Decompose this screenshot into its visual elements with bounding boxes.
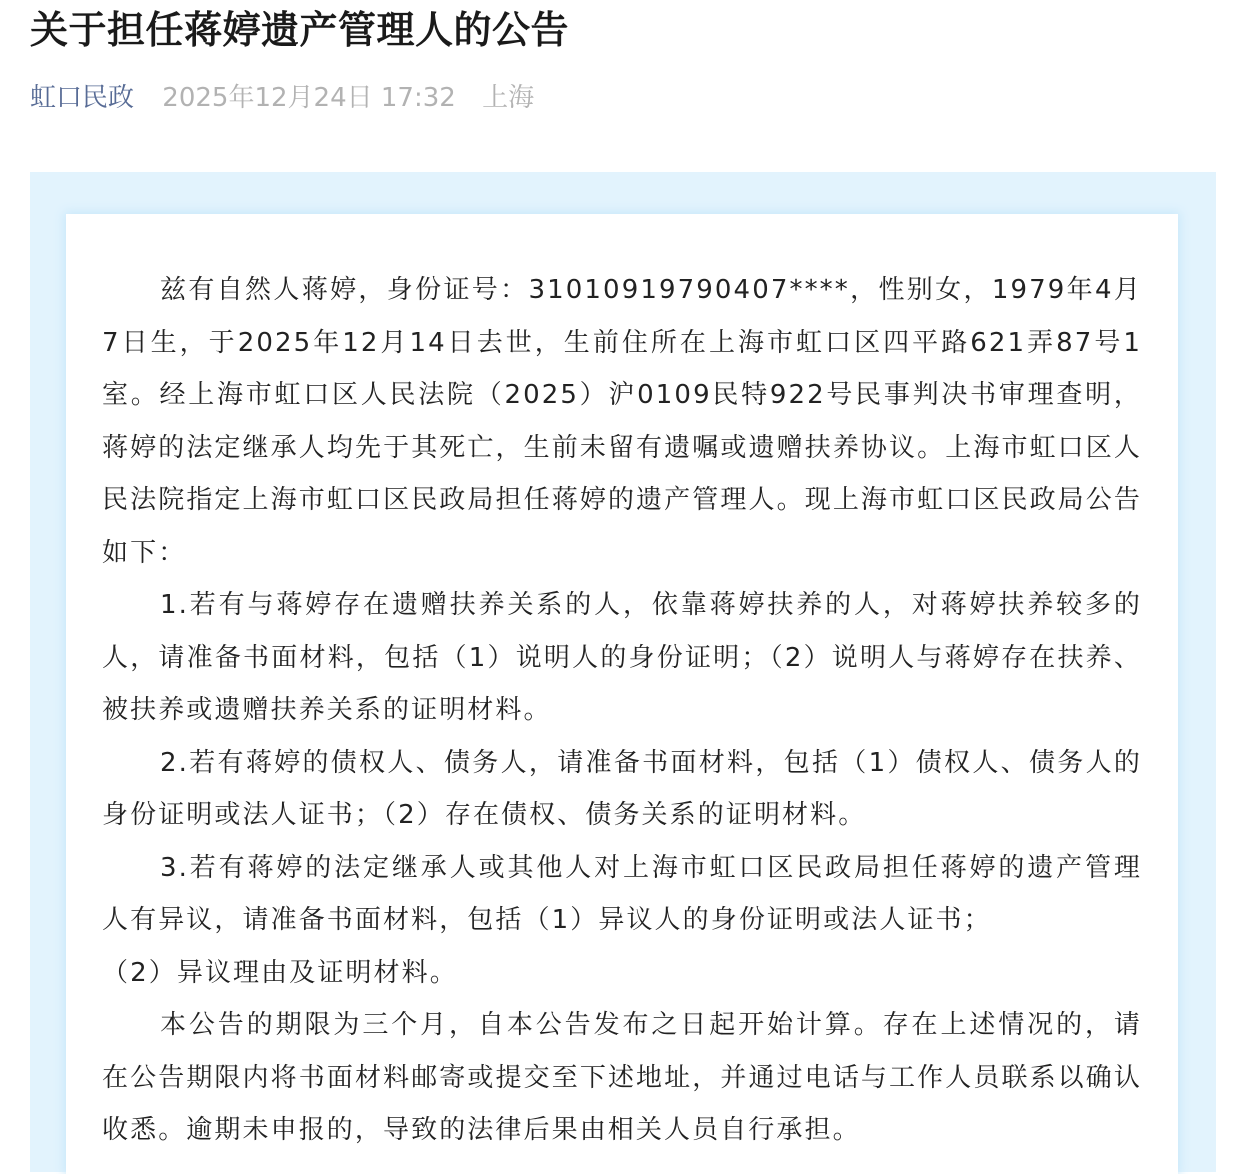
notice-item-3-continued: （2）异议理由及证明材料。 bbox=[102, 957, 458, 988]
notice-paragraph-deadline: 本公告的期限为三个月，自本公告发布之日起开始计算。存在上述情况的，请在公告期限内将书面材料邮寄或提交至下述地址，并通过电话与工作人员联系以确认收悉。逾期未申报的，导致的法律后果由相关人员自行承担。 bbox=[102, 1010, 1142, 1145]
article-meta bbox=[30, 80, 534, 116]
notice-item-2: 2.若有蒋婷的债权人、债务人，请准备书面材料，包括（1）债权人、债务人的身份证明或法人证书；（2）存在债权、债务关系的证明材料。 bbox=[102, 747, 1142, 830]
article-title: 关于担任蒋婷遗产管理人的公告 bbox=[30, 8, 570, 52]
notice-card bbox=[66, 214, 1178, 1174]
notice-item-3: 3.若有蒋婷的法定继承人或其他人对上海市虹口区民政局担任蒋婷的遗产管理人有异议，请准备书面材料，包括（1）异议人的身份证明或法人证书； bbox=[102, 852, 1142, 935]
notice-frame bbox=[30, 172, 1216, 1172]
notice-body bbox=[102, 264, 1142, 1157]
notice-item-1: 1.若有与蒋婷存在遗赠扶养关系的人，依靠蒋婷扶养的人，对蒋婷扶养较多的人，请准备书面材料，包括（1）说明人的身份证明；（2）说明人与蒋婷存在扶养、被扶养或遗赠扶养关系的证明材料。 bbox=[102, 590, 1142, 725]
publish-date: 2025年12月24日 17:32 bbox=[162, 83, 456, 113]
author-link[interactable]: 虹口民政 bbox=[30, 83, 135, 113]
notice-paragraph-intro: 兹有自然人蒋婷，身份证号：31010919790407****，性别女，1979年4月7日生，于2025年12月14日去世，生前住所在上海市虹口区四平路621弄87号1室。经上海市虹口区人民法院（2025）沪0109民特922号民事判决书审理查明，蒋婷的法定继承人均先于其死亡，生前未留有遗嘱或遗赠扶养协议。上海市虹口区人民法院指定上海市虹口区民政局担任蒋婷的遗产管理人。现上海市虹口区民政局公告如下： bbox=[102, 275, 1142, 568]
publish-location: 上海 bbox=[482, 83, 535, 113]
